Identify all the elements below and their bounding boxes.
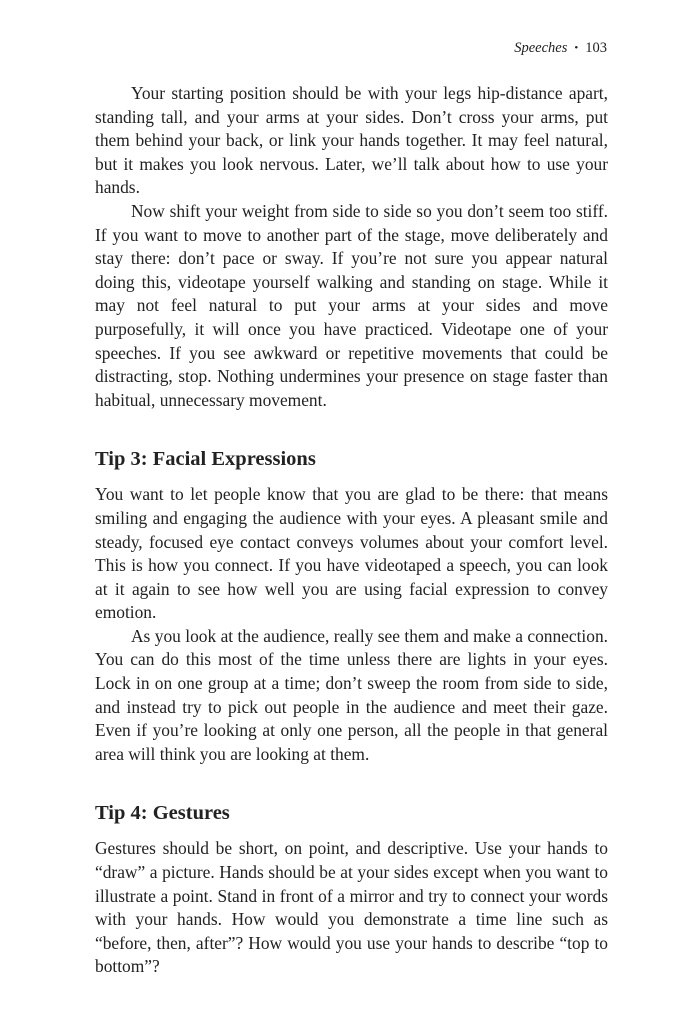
page-body — [95, 82, 608, 979]
body-paragraph: Your starting position should be with your legs hip-distance apart, standing tall, and your arms at your sides. Don’t cross your arms, put them behind your back, or link your hands together. It may feel natural, but it makes you look nervous. Later, we’ll talk about how to use your hands. — [95, 83, 608, 198]
body-paragraph: As you look at the audience, really see them and make a connection. You can do this most of the time unless there are lights in your eyes. Lock in on one group at a time; don’t sweep the room from side to side, and instead try to pick out people in the audience and meet their gaze. Even if you’re looking at only one person, all the people in that general area will think you are looking at them. — [95, 625, 608, 764]
page-number: 103 — [585, 40, 607, 56]
running-head — [514, 40, 607, 57]
section-heading-tip-4: Tip 4: Gestures — [95, 802, 230, 825]
running-head-separator: • — [574, 42, 579, 54]
body-paragraph: Now shift your weight from side to side so you don’t seem too stiff. If you want to move to another part of the stage, move deliberately and stay there: don’t pace or sway. If you’re not sure you appear natural doing this, videotape yourself walking and standing on stage. While it may not feel natural to put your arms at your sides and move purposefully, it will once you have practiced. Videotape one of your speeches. If you see awkward or repetitive movements that could be distracting, stop. Nothing undermines your presence on stage faster than habitual, unnecessary movement. — [95, 200, 608, 410]
running-head-section: Speeches — [514, 40, 568, 56]
body-paragraph: Gestures should be short, on point, and descriptive. Use your hands to “draw” a picture. Hands should be at your sides except when you want to illustrate a point. Stand in front of a mirror and try to connect your words with your hands. How would you demonstrate a time line such as “before, then, after”? How would you use your hands to describe “top to bottom”? — [95, 838, 608, 977]
body-paragraph: You want to let people know that you are glad to be there: that means smiling and engaging the audience with your eyes. A pleasant smile and steady, focused eye contact conveys volumes about your comfort level. This is how you connect. If you have videotaped a speech, you can look at it again to see how well you are using facial expression to convey emotion. — [95, 484, 608, 623]
section-heading-tip-3: Tip 3: Facial Expressions — [95, 448, 316, 471]
